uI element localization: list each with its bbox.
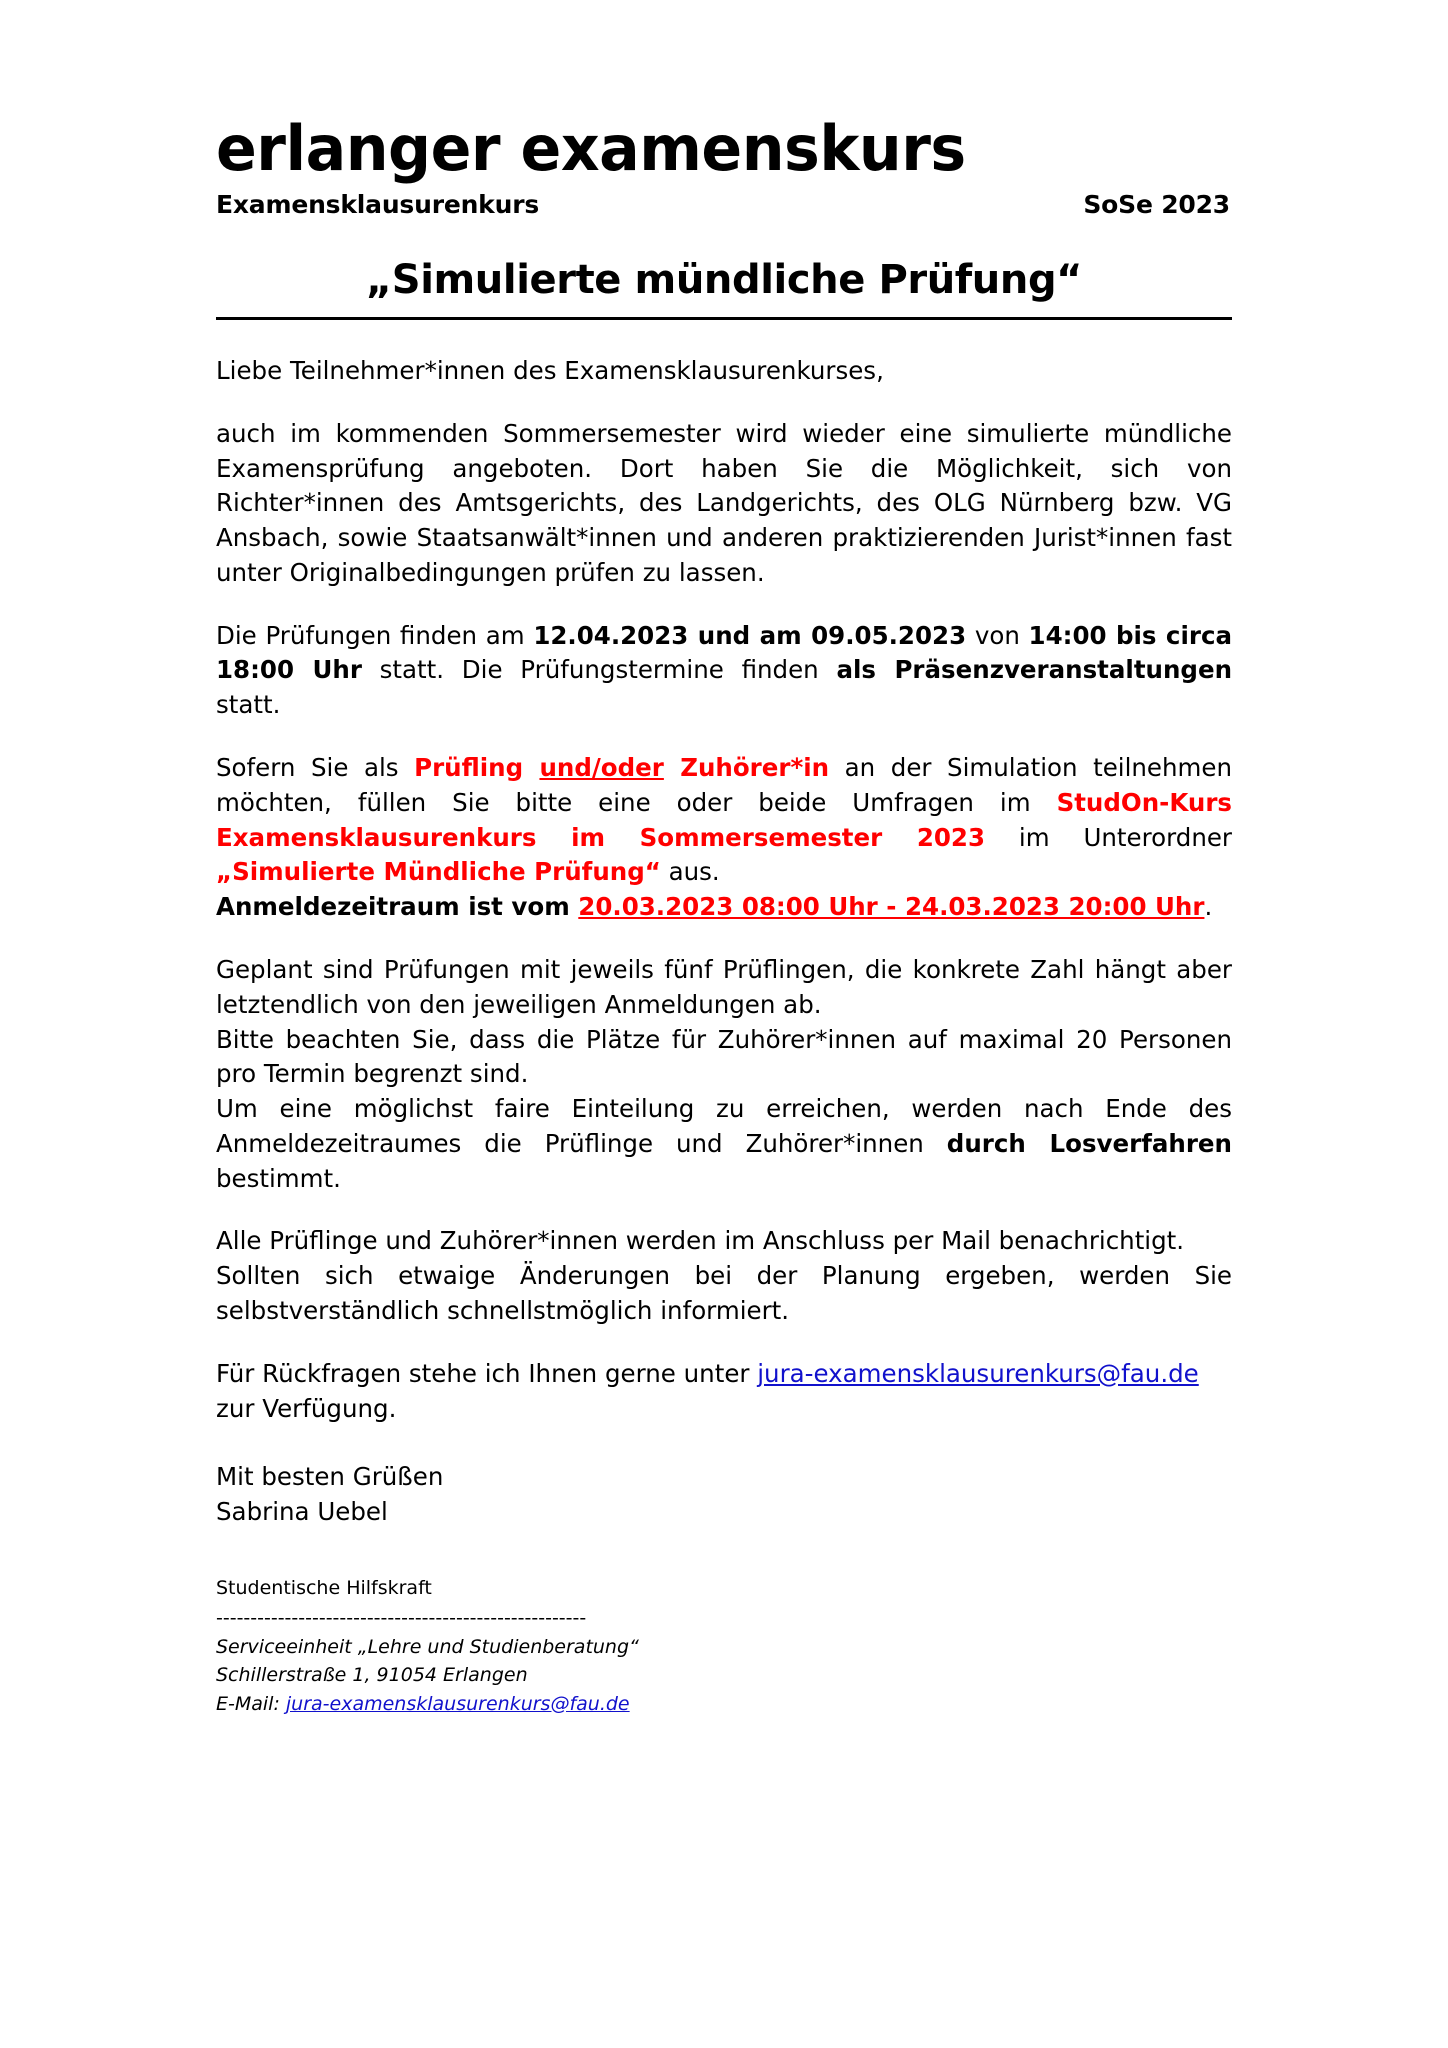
term-label: SoSe 2023 (1083, 190, 1230, 219)
reg-text-3: im Unterordner (985, 822, 1232, 852)
paragraph-registration (216, 751, 1232, 890)
paragraph-registration-period (216, 890, 1232, 925)
footer-email-label: E-Mail: (216, 1692, 286, 1715)
registration-period-label: Anmeldezeitraum ist vom (216, 892, 579, 922)
paragraph-dates (216, 619, 1232, 723)
dates-bold-3: als Präsenzveranstaltungen (836, 655, 1233, 685)
footer-unit: Serviceeinheit „Lehre und Studienberatung“ (216, 1635, 639, 1658)
paragraph-notification-1: Alle Prüflinge und Zuhörer*innen werden im Anschluss per Mail benachrichtigt. (216, 1226, 1185, 1256)
footer-email-link[interactable]: jura-examensklausurenkurs@fau.de (285, 1692, 630, 1715)
subheader-row (216, 190, 1232, 219)
contact-email-link[interactable]: jura-examensklausurenkurs@fau.de (757, 1358, 1199, 1388)
masthead-title: erlanger examenskurs (216, 112, 966, 185)
header-divider (216, 317, 1232, 320)
footer-email-line (216, 1690, 1232, 1719)
salutation: Liebe Teilnehmer*innen des Examensklausurenkurses, (216, 356, 884, 385)
dates-text-4: statt. (216, 690, 281, 720)
paragraph-planning-3 (216, 1092, 1232, 1196)
reg-highlight-undoder: und/oder (539, 753, 664, 783)
paragraph-planning-2: Bitte beachten Sie, dass die Plätze für Zuhörer*innen auf maximal 20 Personen pro Termin begrenzt sind. (216, 1024, 1232, 1089)
planning-text-1: Um eine möglichst faire Einteilung zu erreichen, werden nach Ende des Anmeldezeitraumes die Prüflinge und Zuhörer*innen (216, 1094, 1232, 1158)
document-content (169, 112, 1279, 1718)
planning-bold-losverfahren: durch Losverfahren (946, 1128, 1232, 1158)
registration-period-period: . (1204, 892, 1213, 922)
footer-block (216, 1574, 1232, 1719)
dates-text-3: statt. Die Prüfungstermine finden (361, 655, 837, 685)
dates-bold-2: 14:00 bis circa 18:00 Uhr (216, 620, 1232, 685)
reg-text-2: an der Simulation teilnehmen möchten, füllen Sie bitte eine oder beide Umfragen im (216, 753, 1232, 817)
reg-text-1: Sofern Sie als (216, 753, 415, 783)
signature-closing: Mit besten Grüßen (216, 1462, 444, 1492)
reg-highlight-studon-course: StudOn-Kurs Examensklausurenkurs im Sommersemester 2023 (216, 787, 1232, 852)
planning-text-2: bestimmt. (216, 1163, 341, 1193)
registration-period-value: 20.03.2023 08:00 Uhr - 24.03.2023 20:00 Uhr (578, 892, 1205, 922)
document-body (216, 354, 1232, 1426)
dates-text-1: Die Prüfungen finden am (216, 620, 534, 650)
document-header (216, 112, 1232, 320)
dates-bold-1: 12.04.2023 und am 09.05.2023 (533, 620, 967, 650)
footer-address: Schillerstraße 1, 91054 Erlangen (216, 1664, 528, 1687)
signature-name: Sabrina Uebel (216, 1497, 388, 1527)
signature-block (216, 1460, 1232, 1530)
course-name: Examensklausurenkurs (216, 190, 540, 219)
dates-text-2: von (966, 620, 1029, 650)
contact-text-1: Für Rückfragen stehe ich Ihnen gerne unter (216, 1358, 758, 1388)
paragraph-intro: auch im kommenden Sommersemester wird wieder eine simulierte mündliche Examensprüfung angeboten. Dort haben Sie die Möglichkeit, sich von Richter*innen des Amtsgerichts, des Landgerichts, des OLG Nürnberg bzw. VG Ansbach, sowie Staatsanwält*innen und anderen praktizierenden Jurist*innen fast unter Originalbedingungen prüfen zu lassen. (216, 418, 1232, 587)
footer-divider: ------------------------------------------------------ (216, 1607, 587, 1630)
paragraph-contact (216, 1357, 1232, 1427)
paragraph-notification-2: Sollten sich etwaige Änderungen bei der Planung ergeben, werden Sie selbstverständlich schnellstmöglich informiert. (216, 1261, 1232, 1325)
paragraph-planning-1: Geplant sind Prüfungen mit jeweils fünf Prüflingen, die konkrete Zahl hängt aber letztendlich von den jeweiligen Anmeldungen ab. (216, 954, 1232, 1019)
reg-highlight-pruefling: Prüfling (414, 753, 540, 783)
reg-text-4: aus. (660, 857, 720, 887)
reg-highlight-zuhoerer: Zuhörer*in (663, 753, 830, 783)
contact-text-2: zur Verfügung. (216, 1393, 397, 1423)
footer-role: Studentische Hilfskraft (216, 1576, 432, 1599)
document-title: „Simulierte mündliche Prüfung“ (365, 257, 1083, 303)
reg-highlight-subfolder: „Simulierte Mündliche Prüfung“ (216, 857, 661, 887)
